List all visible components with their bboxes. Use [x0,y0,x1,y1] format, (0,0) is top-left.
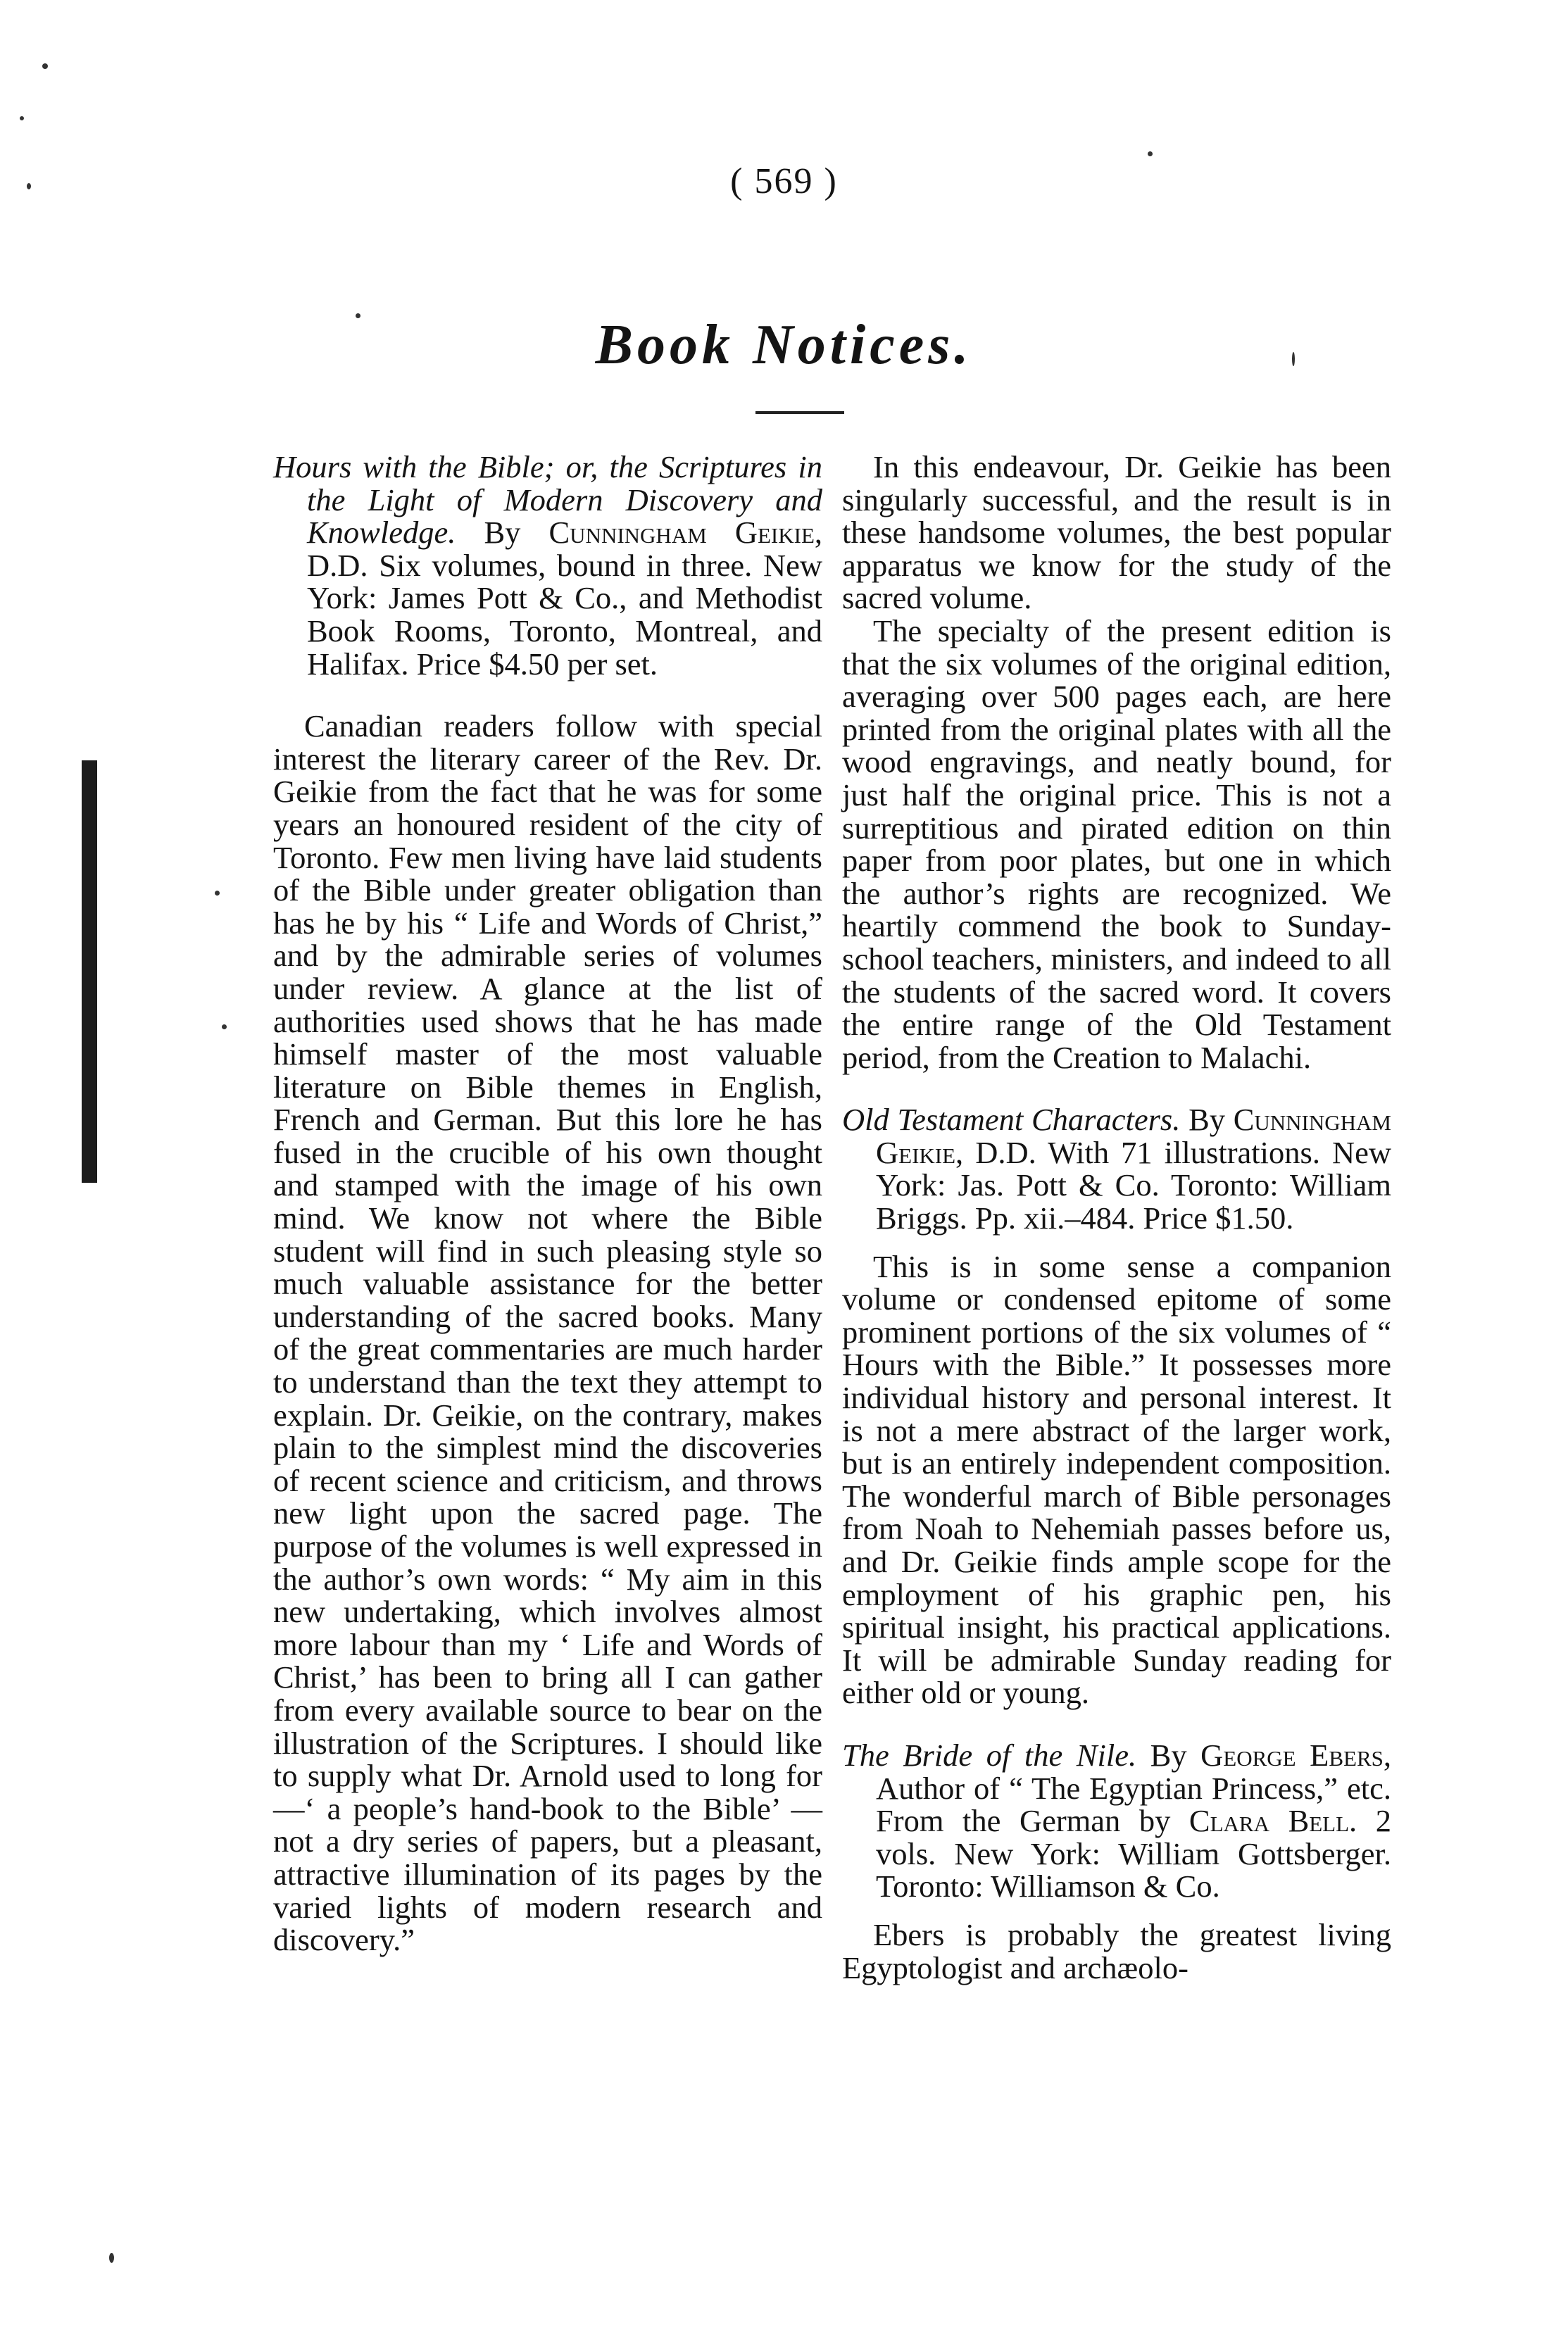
review-3-details: Author of “ The Egyptian Princess,” etc. From the German by [876,1770,1391,1839]
scan-speck [27,183,31,189]
title-divider [755,411,844,414]
review-1-by: By [484,515,521,551]
review-2-author: Cunningham Geikie, D.D. [876,1102,1391,1170]
scan-speck [109,2253,114,2263]
review-1-paragraph-3: The specialty of the present edition is that the six volumes of the original edition, averaging over 500 pages each, are here printed from the original plates with all the wood engravings, and neatly bound, for just half the original price. This is not a surreptitious and pirated edition on thin paper from poor plates, but one in which the author’s rights are recognized. We heartily commend the book to Sunday-school teachers, ministers, and indeed to all the students of the sacred word. It covers the entire range of the Old Testament period, from the Creation to Malachi. [842,613,1391,1075]
review-1-paragraph-2: In this endeavour, Dr. Geikie has been singularly successful, and the result is in these handsome volumes, the best popular apparatus we know for the study of the sacred volume. [842,449,1391,616]
scan-speck [215,891,220,896]
scan-speck [1148,151,1153,156]
review-3-translator: Clara Bell. [1188,1803,1357,1839]
review-1-author: Cunningham Geikie, D.D. [307,515,823,583]
scan-speck [356,313,360,318]
scan-speck [20,116,24,120]
review-3-title: The Bride of the Nile. [842,1737,1137,1773]
review-2-paragraph-1: This is in some sense a companion volume or condensed epitome of some prominent portions of the six volumes of “ Hours with the Bible.” It possesses more individual history and personal interest. It is not a mere abstract of the larger work, but is an entirely independent composition. The wonderful march of Bible personages from Noah to Nehemiah passes before us, and Dr. Geikie finds ample scope for the employment of his graphic pen, his spiritual insight, his practical applications. It will be admirable Sunday reading for either old or young. [842,1248,1391,1711]
scan-speck [222,1024,227,1029]
scan-speck [42,63,48,69]
review-1-paragraph-1: Canadian readers follow with special interest the literary career of the Rev. Dr. Geikie from the fact that he was for some years an honoured resident of the city of Toronto. Few men living have laid students of the Bible under greater obligation than has he by his “ Life and Words of Christ,” and by the admirable series of volumes under review. A glance at the list of authorities used shows that he has made himself master of the most valuable literature on Bible themes in English, French and German. But this lore he has fused in the crucible of his own thought and stamped with the image of his own mind. We know not where the Bible student will find in such pleasing style so much valuable assistance for the better understanding of the sacred books. Many of the great commentaries are much harder to understand than the text they attempt to explain. Dr. Geikie, on the contrary, makes plain to the simplest mind the discoveries of recent science and criticism, and throws new light upon the sacred page. The purpose of the volumes is well expressed in the author’s own words: “ My aim in this new undertaking, which involves almost more labour than my ‘ Life and Words of Christ,’ has been to bring all I can gather from every available source to bear on the illustration of the Scriptures. I should like to supply what Dr. Arnold used to long for—‘ a people’s hand-book to the Bible’ —not a dry series of papers, but a pleasant, attractive illumination of its pages by the varied lights of modern research and discovery.” [273,708,822,1958]
page-number: ( 569 ) [730,161,838,201]
review-3-details-end: 2 vols. New York: William Gottsberger. Toronto: Williamson & Co. [876,1803,1392,1904]
review-3-by: By [1150,1737,1187,1773]
review-2-details: With 71 illustrations. New York: Jas. Pott & Co. Toronto: William Briggs. Pp. xii.–484. Price $1.50. [876,1134,1391,1236]
scan-margin-bar [82,760,97,1183]
left-column [273,451,822,1957]
review-1-title: Hours with the Bible; or, the Scriptures in the Light of Modern Discovery and Knowledge. [273,449,822,551]
review-3-paragraph-1: Ebers is probably the greatest living Egyptologist and archæolo- [842,1916,1391,1985]
review-1-details: Six volumes, bound in three. New York: James Pott & Co., and Methodist Book Rooms, Toronto, Montreal, and Halifax. Price $4.50 per set. [307,547,823,682]
review-2-title: Old Testament Characters. [842,1102,1181,1138]
review-2-by: By [1188,1102,1226,1138]
section-title: Book Notices. [595,314,973,376]
review-1-heading [273,451,822,680]
scan-speck [1292,352,1295,366]
review-3-author: George Ebers, [1200,1737,1392,1773]
review-3-heading [842,1739,1391,1903]
review-2-heading [842,1103,1391,1234]
right-column [842,451,1391,1984]
